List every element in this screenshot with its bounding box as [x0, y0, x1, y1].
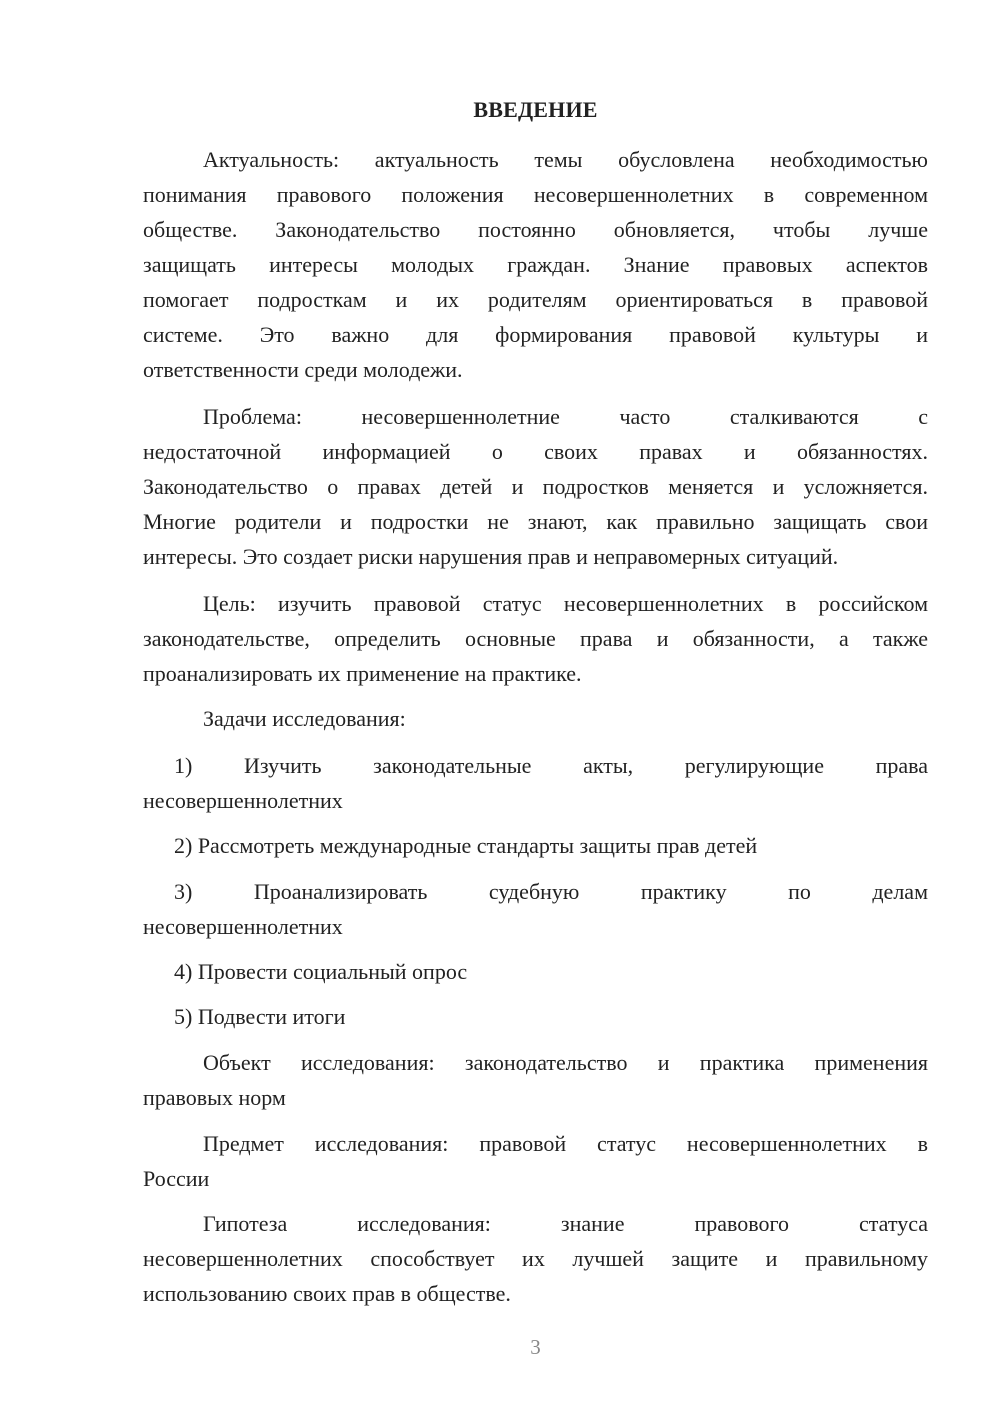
paragraph-line: несовершеннолетних способствует их лучшей защите и правильному: [143, 1246, 928, 1271]
paragraph-line: системе. Это важно для формирования правовой культуры и: [143, 322, 928, 347]
paragraph-goal: [143, 586, 928, 691]
paragraph-line: проанализировать их применение на практике.: [143, 661, 582, 686]
page-title: ВВЕДЕНИЕ: [473, 97, 598, 122]
document-page: [143, 0, 928, 1414]
paragraph-relevance: [143, 142, 928, 387]
paragraph-line: Цель: изучить правовой статус несовершеннолетних в российском: [203, 591, 928, 616]
paragraph-line: правовых норм: [143, 1085, 286, 1110]
paragraph-line: ответственности среди молодежи.: [143, 357, 463, 382]
paragraph-object: [143, 1045, 928, 1115]
paragraph-line: 4) Провести социальный опрос: [174, 959, 468, 984]
paragraph-line: Законодательство о правах детей и подростков меняется и усложняется.: [143, 474, 928, 499]
paragraph-line: Предмет исследования: правовой статус несовершеннолетних в: [203, 1131, 928, 1156]
paragraph-subject: [143, 1126, 928, 1196]
paragraph-problem: [143, 399, 928, 574]
tasks-title: [143, 701, 928, 736]
paragraph-line: Многие родители и подростки не знают, как правильно защищать свои: [143, 509, 928, 534]
paragraph-line: 1) Изучить законодательные акты, регулирующие права: [174, 753, 928, 778]
paragraph-line: Актуальность: актуальность темы обусловлена необходимостью: [203, 147, 928, 172]
paragraph-line: Проблема: несовершеннолетние часто сталкиваются с: [203, 404, 928, 429]
paragraph-line: помогает подросткам и их родителям ориентироваться в правовой: [143, 287, 928, 312]
list-item: [143, 874, 928, 944]
paragraph-line: несовершеннолетних: [143, 914, 343, 939]
page-number: 3: [530, 1335, 541, 1359]
paragraph-line: использованию своих прав в обществе.: [143, 1281, 511, 1306]
paragraph-line: недостаточной информацией о своих правах и обязанностях.: [143, 439, 928, 464]
list-item: [143, 828, 928, 863]
paragraph-line: 3) Проанализировать судебную практику по делам: [174, 879, 928, 904]
paragraph-hypothesis: [143, 1206, 928, 1311]
paragraph-line: несовершеннолетних: [143, 788, 343, 813]
paragraph-line: 2) Рассмотреть международные стандарты защиты прав детей: [174, 833, 758, 858]
list-item: [143, 954, 928, 989]
paragraph-line: интересы. Это создает риски нарушения прав и неправомерных ситуаций.: [143, 544, 839, 569]
paragraph-line: обществе. Законодательство постоянно обновляется, чтобы лучше: [143, 217, 928, 242]
paragraph-line: Гипотеза исследования: знание правового статуса: [203, 1211, 928, 1236]
paragraph-line: защищать интересы молодых граждан. Знание правовых аспектов: [143, 252, 928, 277]
list-item: [143, 748, 928, 818]
paragraph-line: 5) Подвести итоги: [174, 1004, 346, 1029]
paragraph-line: Задачи исследования:: [203, 706, 406, 731]
paragraph-line: законодательстве, определить основные права и обязанности, а также: [143, 626, 928, 651]
paragraph-line: России: [143, 1166, 210, 1191]
paragraph-line: Объект исследования: законодательство и практика применения: [203, 1050, 928, 1075]
paragraph-line: понимания правового положения несовершеннолетних в современном: [143, 182, 928, 207]
list-item: [143, 999, 928, 1034]
